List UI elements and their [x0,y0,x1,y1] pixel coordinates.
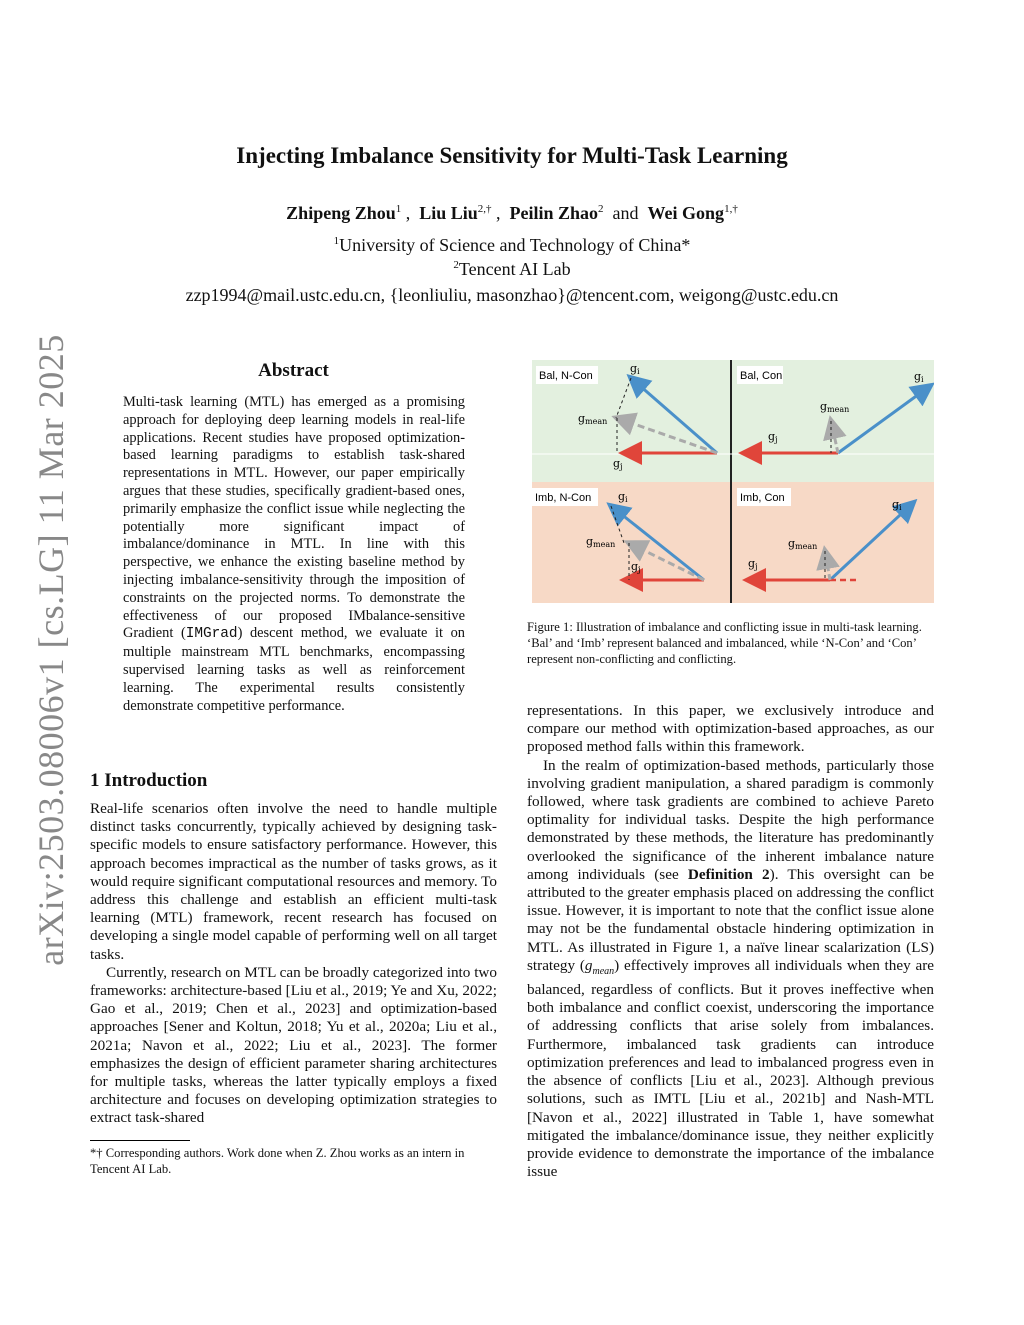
author-name: Zhipeng Zhou [286,203,396,223]
svg-text:gmean: gmean [586,535,616,549]
svg-text:gj: gj [631,560,641,574]
section-heading: 1 Introduction [90,770,208,791]
author-line: Zhipeng Zhou$^1$ , Liu Liu$^{2,\dagger}$ , Peilin Zhao$^2$ and Wei Gong$^{1,\dagger}$ [286,203,738,223]
abstract-text: Multi-task learning (MTL) has emerged as a promising approach for deploying deep learning models in real-life applications. Recent studies have proposed optimization-based learning paradigms to establish task-shared representations in MTL. However, our paper empirically argues that these studies, specifically gradient-based ones, primarily emphasize the conflict issue while neglecting the potentially more significant impact of imbalance/dominance in MTL. In line with this perspective, we enhance the existing baseline method by injecting imbalance-sensitivity through the imposition of constraints on the projected norms. To demonstrate the effectiveness of our proposed IMbalance-sensitive Gradient (IMGrad) descent method, we evaluate it on multiple mainstream MTL benchmarks, encompassing supervised learning tasks as well as reinforcement learning. The experimental results consistently demonstrate competitive performance. [123,394,465,714]
panel-label: Imb, N-Con [535,492,592,504]
intro-text: Real-life scenarios often involve the need to handle multiple distinct tasks concurrently, typically achieved by designing task-specific models to ensure satisfactory performance. However, this approach becomes impractical as the number of tasks grows, as it would require significant computational resources and memory. To address this challenge and establish an efficient multi-task learning (MTL) framework, recent research has focused on developing a single model capable of performing well on all target tasks. Currently, research on MTL can be broadly categorized into two frameworks: architecture-based [Liu et al., 2019; Ye and Xu, 2022; Gao et al., 2019; Chen et al., 2023] and optimization-based approaches [Sener and Koltun, 2018; Yu et al., 2020a; Liu et al., 2021a; Navon et al., 2022; Liu et al., 2023]. The former emphasizes the design of efficient parameter sharing architectures for multiple tasks, whereas the latter typically employs a fixed architecture and focuses on developing optimization strategies to extract task-shared [90,800,497,1127]
panel-label: Bal, N-Con [539,370,593,382]
affiliation: $^1$University of Science and Technology of China* [333,235,691,255]
svg-text:gmean: gmean [578,412,608,426]
paper-title: Injecting Imbalance Sensitivity for Multi-Task Learning [236,143,788,168]
author-emails: zzp1994@mail.ustc.edu.cn, {leonliuliu, masonzhao}@tencent.com, weigong@ustc.edu.cn [185,285,839,305]
footnote: *† Corresponding authors. Work done when Z. Zhou works as an intern in Tencent AI Lab. [90,1146,465,1176]
svg-text:gj: gj [748,557,758,571]
abstract-heading: Abstract [258,360,329,381]
affiliation: $^2$Tencent AI Lab [453,259,571,279]
footnote-rule [90,1140,190,1141]
svg-text:gmean: gmean [820,400,850,414]
svg-text:gi: gi [618,490,628,504]
svg-text:gj: gj [768,430,778,444]
author-name: Wei Gong [647,203,725,223]
svg-text:gmean: gmean [788,537,818,551]
svg-text:gi: gi [914,370,924,384]
figure-caption: Figure 1: Illustration of imbalance and conflicting issue in multi-task learning. ‘Bal’ and ‘Imb’ represent balanced and imbalanced, while ‘N-Con’ and ‘Con’ represent non-conflicting and conflicting. [527,620,922,666]
author-name: Liu Liu [419,203,478,223]
body-text-right: representations. In this paper, we exclusively introduce and compare our method with optimization-based approaches, as our proposed method falls within this framework. In the realm of optimization-based methods, particularly those involving gradient manipulation, a shared paradigm is commonly followed, where task gradients are combined to achieve Pareto optimality for individual tasks. Despite the high performance demonstrated by these methods, the literature has predominantly overlooked the significance of the inherent imbalance nature among individuals (see Definition 2). This oversight can be attributed to the greater emphasis placed on addressing the conflict issue. However, it is important to note that the conflict issue alone may not be the fundamental obstacle hindering optimization in MTL. As illustrated in Figure 1, a naïve linear scalarization (LS) strategy $(g_{mean})$ effectively improves all individuals when they are balanced, regardless of conflicts. But it proves ineffective when both imbalance and conflict coexist, underscoring the importance of addressing conflicts that arise solely from imbalances. Furthermore, imbalanced task gradients can introduce optimization preferences and lead to imbalanced progress even in the absence of conflicts [Liu et al., 2023]. Although previous solutions, such as IMTL [Liu et al., 2021b] and Nash-MTL [Navon et al., 2022] illustrated in Table 1, have somewhat mitigated the imbalance/dominance issue, they neither explicitly provide evidence to demonstrate the importance of the imbalance issue [527,702,934,1181]
svg-text:gi: gi [892,498,902,512]
svg-text:gi: gi [630,362,640,376]
panel-label: Bal, Con [740,370,783,382]
author-name: Peilin Zhao [509,203,599,223]
figure-1 [532,360,934,603]
arxiv-identifier: arXiv:2503.08006v1 [cs.LG] 11 Mar 2025 [31,334,71,966]
panel-label: Imb, Con [740,492,785,504]
svg-text:gj: gj [613,457,623,471]
